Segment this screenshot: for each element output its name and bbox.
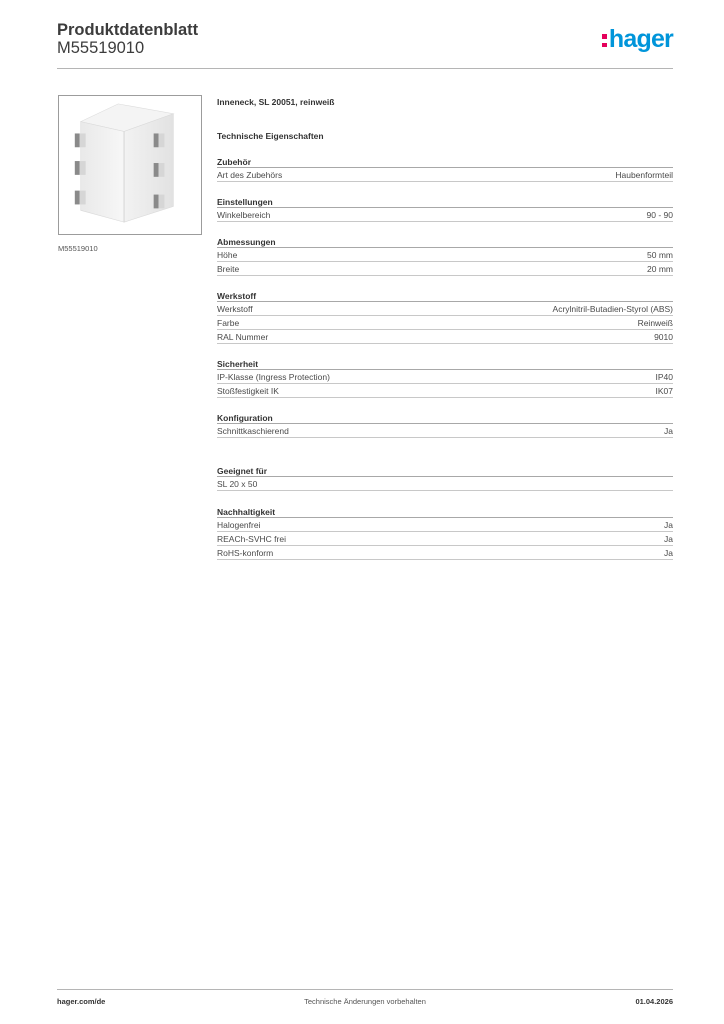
section-title: Nachhaltigkeit bbox=[217, 506, 673, 518]
section-nachhaltigkeit bbox=[217, 506, 673, 560]
header-divider bbox=[57, 68, 673, 69]
property-value: Reinweiß bbox=[637, 317, 673, 328]
hager-logo bbox=[602, 25, 673, 53]
section-title: Sicherheit bbox=[217, 358, 673, 370]
property-label: RAL Nummer bbox=[217, 331, 269, 342]
property-label: Stoßfestigkeit IK bbox=[217, 385, 279, 396]
property-value: Ja bbox=[664, 425, 673, 436]
document-footer bbox=[57, 997, 673, 1009]
property-value: Ja bbox=[664, 519, 673, 530]
document-header bbox=[57, 21, 673, 69]
section-zubehoer bbox=[217, 156, 673, 182]
property-row bbox=[217, 546, 673, 560]
property-label: Höhe bbox=[217, 249, 238, 260]
property-label: Breite bbox=[217, 263, 240, 274]
property-value: IP40 bbox=[655, 371, 673, 382]
property-row bbox=[217, 532, 673, 546]
property-label: SL 20 x 50 bbox=[217, 478, 258, 489]
property-row bbox=[217, 302, 673, 316]
logo-dots-icon bbox=[602, 34, 607, 47]
product-number: M55519010 bbox=[57, 39, 145, 57]
property-label: IP-Klasse (Ingress Protection) bbox=[217, 371, 330, 382]
property-row bbox=[217, 477, 673, 491]
property-row bbox=[217, 168, 673, 182]
section-title: Einstellungen bbox=[217, 196, 673, 208]
property-label: Art des Zubehörs bbox=[217, 169, 283, 180]
product-image bbox=[58, 95, 202, 235]
technical-properties-heading: Technische Eigenschaften bbox=[217, 131, 324, 141]
property-row bbox=[217, 316, 673, 330]
property-value: 9010 bbox=[654, 331, 673, 342]
property-value: 90 - 90 bbox=[646, 209, 673, 220]
corner-cover-product-image-icon bbox=[59, 96, 201, 234]
property-label: Halogenfrei bbox=[217, 519, 261, 530]
section-konfiguration bbox=[217, 412, 673, 438]
section-einstellungen bbox=[217, 196, 673, 222]
document-title: Produktdatenblatt bbox=[57, 21, 199, 39]
property-label: Werkstoff bbox=[217, 303, 253, 314]
footer-website-link[interactable]: hager.com/de bbox=[57, 997, 106, 1006]
section-title: Werkstoff bbox=[217, 290, 673, 302]
property-row bbox=[217, 330, 673, 344]
property-value: Acrylnitril-Butadien-Styrol (ABS) bbox=[552, 303, 673, 314]
logo-wordmark: hager bbox=[608, 24, 673, 53]
property-label: Farbe bbox=[217, 317, 240, 328]
property-row bbox=[217, 424, 673, 438]
property-row bbox=[217, 248, 673, 262]
footer-date: 01.04.2026 bbox=[635, 997, 673, 1006]
section-title: Zubehör bbox=[217, 156, 673, 168]
property-value: Ja bbox=[664, 533, 673, 544]
property-value: Haubenformteil bbox=[615, 169, 673, 180]
section-sicherheit bbox=[217, 358, 673, 398]
section-werkstoff bbox=[217, 290, 673, 344]
property-value: IK07 bbox=[655, 385, 673, 396]
footer-divider bbox=[57, 989, 673, 990]
property-label: Schnittkaschierend bbox=[217, 425, 289, 436]
property-value: 50 mm bbox=[647, 249, 673, 260]
property-row bbox=[217, 208, 673, 222]
property-row bbox=[217, 262, 673, 276]
image-caption: M55519010 bbox=[58, 244, 98, 253]
property-row bbox=[217, 518, 673, 532]
property-row bbox=[217, 384, 673, 398]
section-geeignet-fuer bbox=[217, 465, 673, 491]
section-title: Geeignet für bbox=[217, 465, 673, 477]
technical-data bbox=[217, 96, 673, 560]
property-label: REACh-SVHC frei bbox=[217, 533, 286, 544]
section-abmessungen bbox=[217, 236, 673, 276]
property-label: Winkelbereich bbox=[217, 209, 271, 220]
property-row bbox=[217, 370, 673, 384]
section-title: Abmessungen bbox=[217, 236, 673, 248]
footer-note: Technische Änderungen vorbehalten bbox=[304, 997, 426, 1006]
section-title: Konfiguration bbox=[217, 412, 673, 424]
property-label: RoHS-konform bbox=[217, 547, 274, 558]
property-value: 20 mm bbox=[647, 263, 673, 274]
property-value: Ja bbox=[664, 547, 673, 558]
product-name: Inneneck, SL 20051, reinweiß bbox=[217, 97, 335, 107]
